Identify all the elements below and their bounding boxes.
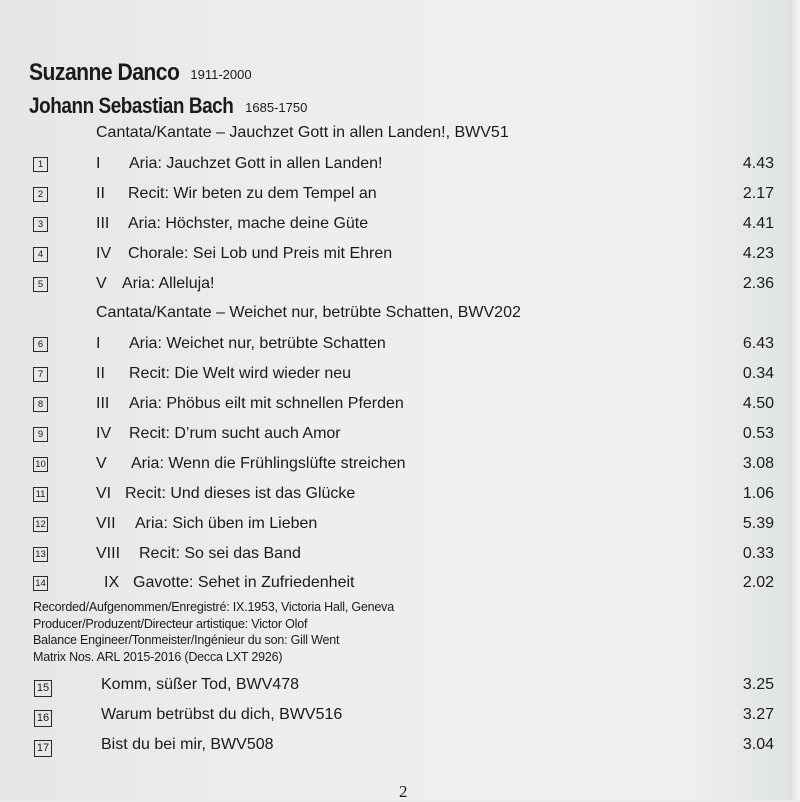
track-title: Recit: Wir beten zu dem Tempel an	[128, 185, 377, 202]
movement-number: III	[96, 395, 110, 412]
track-number-box: 4	[33, 247, 48, 262]
header	[29, 58, 307, 121]
track-title: Chorale: Sei Lob und Preis mit Ehren	[128, 245, 393, 262]
track-duration: 6.43	[742, 335, 774, 352]
track-number-box: 9	[33, 427, 48, 442]
track-title: Bist du bei mir, BWV508	[101, 736, 274, 753]
credit-line: Recorded/Aufgenommen/Enregistré: IX.1953, Victoria Hall, Geneva	[33, 600, 394, 614]
composer-name: Johann Sebastian Bach	[29, 93, 234, 118]
track-row	[0, 676, 800, 702]
movement-number: I	[96, 335, 101, 352]
track-title: Aria: Phöbus eilt mit schnellen Pferden	[129, 395, 404, 412]
track-duration: 0.34	[742, 365, 774, 382]
track-row	[0, 215, 800, 241]
track-number-box: 17	[34, 740, 52, 757]
track-duration: 4.50	[742, 395, 774, 412]
track-number-box: 13	[33, 547, 48, 562]
track-title: Gavotte: Sehet in Zufriedenheit	[133, 574, 355, 591]
movement-number: IV	[96, 245, 112, 262]
credit-line: Matrix Nos. ARL 2015-2016 (Decca LXT 2926)	[33, 649, 283, 664]
track-title: Warum betrübst du dich, BWV516	[101, 706, 343, 723]
track-duration: 2.17	[742, 185, 774, 202]
recording-credits	[33, 599, 394, 665]
track-duration: 3.27	[742, 706, 774, 723]
movement-number: V	[96, 455, 107, 472]
track-number-box: 15	[34, 680, 52, 697]
track-duration: 2.36	[742, 275, 774, 292]
track-row	[0, 706, 800, 732]
track-duration: 3.25	[742, 676, 774, 693]
track-number-box: 5	[33, 277, 48, 292]
work-title: Cantata/Kantate – Weichet nur, betrübte Schatten, BWV202	[96, 304, 521, 321]
work-title: Cantata/Kantate – Jauchzet Gott in allen Landen!, BWV51	[96, 124, 509, 141]
movement-number: VIII	[96, 545, 121, 562]
track-number-box: 1	[33, 157, 48, 172]
track-title: Aria: Wenn die Frühlingslüfte streichen	[131, 455, 406, 472]
track-row	[0, 245, 800, 271]
track-title: Aria: Sich üben im Lieben	[135, 515, 318, 532]
movement-number: IX	[104, 574, 120, 591]
track-title: Recit: Die Welt wird wieder neu	[129, 365, 352, 382]
track-row	[0, 485, 800, 511]
track-row	[0, 574, 800, 600]
track-number-box: 12	[33, 517, 48, 532]
track-duration: 4.43	[742, 155, 774, 172]
track-row	[0, 335, 800, 361]
artist-name: Suzanne Danco	[29, 59, 180, 86]
movement-number: IV	[96, 425, 112, 442]
track-title: Aria: Alleluja!	[122, 275, 215, 292]
track-title: Recit: So sei das Band	[139, 545, 301, 562]
track-duration: 3.08	[742, 455, 774, 472]
track-row	[0, 455, 800, 481]
track-number-box: 16	[34, 710, 52, 727]
track-duration: 3.04	[742, 736, 774, 753]
track-duration: 0.33	[742, 545, 774, 562]
track-row	[0, 155, 800, 181]
track-title: Aria: Weichet nur, betrübte Schatten	[129, 335, 386, 352]
artist-line	[29, 58, 307, 88]
track-duration: 4.41	[742, 215, 774, 232]
page-number: 2	[399, 782, 408, 801]
track-title: Aria: Jauchzet Gott in allen Landen!	[129, 155, 383, 172]
track-duration: 4.23	[742, 245, 774, 262]
artist-dates: 1911-2000	[190, 67, 252, 82]
track-title: Recit: D’rum sucht auch Amor	[129, 425, 341, 442]
movement-number: VI	[96, 485, 112, 502]
movement-number: I	[96, 155, 101, 172]
credit-line: Balance Engineer/Tonmeister/Ingénieur du son: Gill Went	[33, 633, 340, 647]
track-row	[0, 545, 800, 571]
track-title: Komm, süßer Tod, BWV478	[101, 676, 299, 693]
track-row	[0, 736, 800, 762]
movement-number: III	[96, 215, 110, 232]
credit-line: Producer/Produzent/Directeur artistique: Victor Olof	[33, 616, 308, 631]
composer-line	[29, 91, 307, 121]
track-row	[0, 515, 800, 541]
track-duration: 5.39	[742, 515, 774, 532]
track-row	[0, 365, 800, 391]
track-row	[0, 275, 800, 301]
movement-number: II	[96, 365, 105, 382]
track-row	[0, 425, 800, 451]
movement-number: II	[96, 185, 105, 202]
track-duration: 1.06	[742, 485, 774, 502]
track-number-box: 8	[33, 397, 48, 412]
composer-dates: 1685-1750	[245, 100, 308, 115]
track-duration: 0.53	[742, 425, 774, 442]
track-row	[0, 185, 800, 211]
track-number-box: 2	[33, 187, 48, 202]
track-number-box: 6	[33, 337, 48, 352]
movement-number: V	[96, 275, 107, 292]
track-number-box: 10	[33, 457, 48, 472]
track-number-box: 11	[33, 487, 48, 502]
track-number-box: 7	[33, 367, 48, 382]
track-title: Aria: Höchster, mache deine Güte	[128, 215, 369, 232]
track-number-box: 14	[33, 576, 48, 591]
track-row	[0, 395, 800, 421]
movement-number: VII	[96, 515, 116, 532]
track-title: Recit: Und dieses ist das Glücke	[125, 485, 356, 502]
track-number-box: 3	[33, 217, 48, 232]
track-duration: 2.02	[742, 574, 774, 591]
